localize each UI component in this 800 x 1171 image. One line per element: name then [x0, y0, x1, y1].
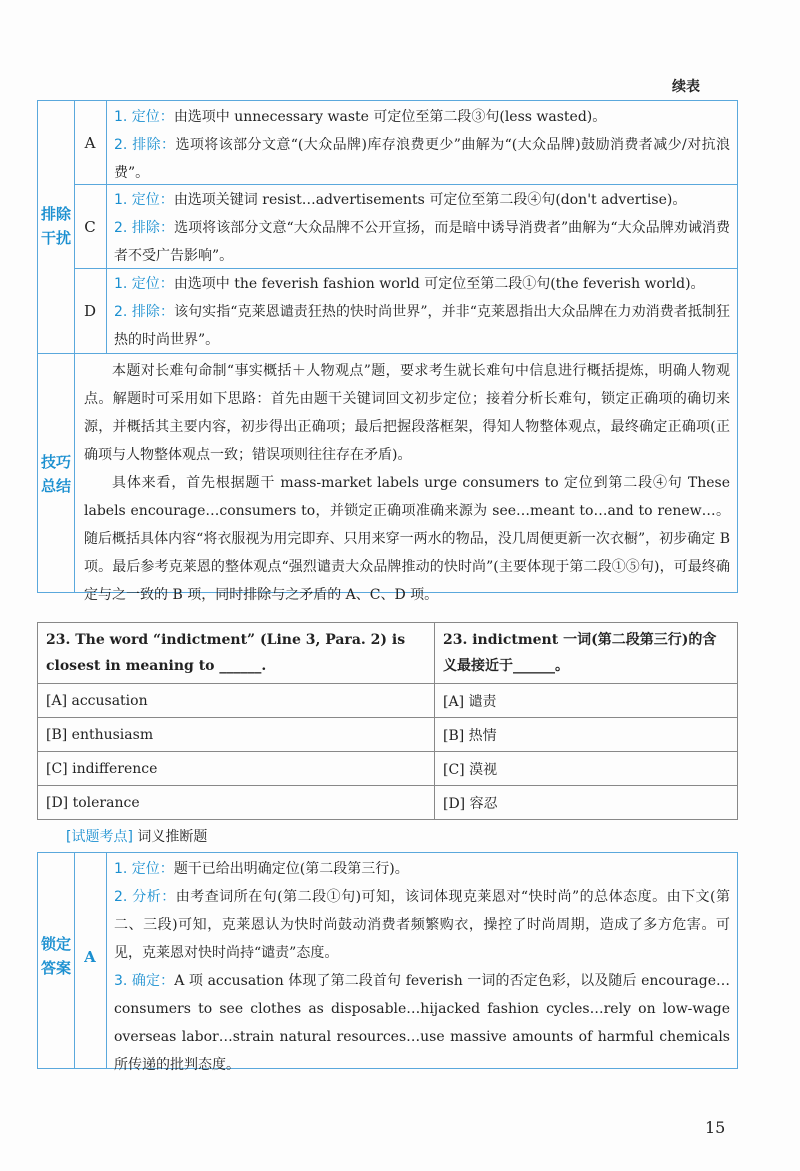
exclude-label: 排除干扰 [40, 205, 71, 247]
confirm-key: 3. 确定： [114, 973, 175, 989]
option-letter: D [83, 302, 97, 320]
locate-key: 1. 定位： [114, 861, 174, 877]
tips-label: 技巧总结 [40, 453, 71, 495]
option-a-analysis [114, 103, 730, 187]
exclude-key: 2. 排除： [114, 304, 175, 320]
analysis-text: 由考查词所在句(第二段①句)可知，该词体现克莱恩对“快时尚”的总体态度。由下文(第二、三段)可知，克莱恩认为快时尚鼓动消费者频繁购衣，操控了时尚周期，造成了多方危害。可见，克莱恩对快时尚持“谴责”态度。 [114, 889, 730, 961]
test-point-tag: [试题考点] [66, 829, 133, 845]
question-zh: 23. indictment 一词(第二段第三行)的含义最接近于______。 [435, 623, 738, 684]
option-zh: [C] 漠视 [435, 752, 738, 786]
option-c-analysis [114, 186, 730, 270]
answer-analysis [114, 855, 730, 1079]
page-number: 15 [705, 1118, 726, 1137]
locate-text: 由选项关键词 resist…advertisements 可定位至第二段④句(don't advertise)。 [173, 192, 687, 208]
answer-letter: A [84, 948, 96, 966]
locate-key: 1. 定位： [114, 276, 174, 292]
option-letter: A [84, 134, 96, 152]
answer-label: 锁定答案 [40, 935, 71, 977]
option-zh: [D] 容忍 [435, 786, 738, 820]
option-zh: [A] 谴责 [435, 684, 738, 718]
question-table [37, 622, 738, 820]
locate-text: 题干已给出明确定位(第二段第三行)。 [173, 861, 409, 877]
question-en: 23. The word “indictment” (Line 3, Para. 2) is closest in meaning to ______. [38, 623, 435, 684]
exclude-text: 该句实指“克莱恩谴责狂热的快时尚世界”，并非“克莱恩指出大众品牌在力劝消费者抵制狂热的时尚世界”。 [114, 304, 730, 348]
option-en: [D] tolerance [38, 786, 435, 820]
test-point-text: 词义推断题 [137, 829, 208, 845]
continued-label: 续表 [672, 79, 700, 95]
locate-key: 1. 定位： [114, 109, 174, 125]
locate-text: 由选项中 the feverish fashion world 可定位至第二段①句(the feverish world)。 [173, 276, 705, 292]
option-letter: C [84, 218, 96, 236]
option-zh: [B] 热情 [435, 718, 738, 752]
exclude-text: 选项将该部分文意“(大众品牌)库存浪费更少”曲解为“(大众品牌)鼓励消费者减少/对抗浪费”。 [114, 137, 730, 181]
exclude-key: 2. 排除： [114, 220, 175, 236]
exclude-key: 2. 排除： [114, 137, 176, 153]
confirm-text: A 项 accusation 体现了第二段首句 feverish 一词的否定色彩，以及随后 encourage…consumers to see clothes as disposable…hijacked fashion cycles…rely on low-wage overseas labor…strain natural resources…use massive amounts of harmful chemicals 所传递的批判态度。 [114, 973, 731, 1073]
tips-paragraph-2: 具体来看，首先根据题干 mass-market labels urge consumers to 定位到第二段④句 These labels encourage…consumers to，并锁定正确项准确来源为 see…meant to…and to renew…。随后概括具体内容“将衣服视为用完即弃、只用来穿一两水的物品，没几周便更新一次衣橱”，初步确定 B 项。最后参考克莱恩的整体观点“强烈谴责大众品牌推动的快时尚”(主要体现于第二段①⑤句)，可最终确定与之一致的 B 项，同时排除与之矛盾的 A、C、D 项。 [84, 475, 730, 603]
option-en: [A] accusation [38, 684, 435, 718]
option-en: [B] enthusiasm [38, 718, 435, 752]
analysis-key: 2. 分析： [114, 889, 176, 905]
locate-key: 1. 定位： [114, 192, 174, 208]
tips-paragraph-1: 本题对长难句命制“事实概括＋人物观点”题，要求考生就长难句中信息进行概括提炼，明确人物观点。解题时可采用如下思路：首先由题干关键词回文初步定位；接着分析长难句，锁定正确项的确切来源，并概括其主要内容，初步得出正确项；最后把握段落框架，得知人物整体观点，最终确定正确项(正确项与人物整体观点一致；错误项则往往存在矛盾)。 [84, 363, 730, 463]
option-d-analysis [114, 270, 730, 354]
test-point [66, 826, 207, 846]
locate-text: 由选项中 unnecessary waste 可定位至第二段③句(less wasted)。 [173, 109, 607, 125]
option-en: [C] indifference [38, 752, 435, 786]
exclude-text: 选项将该部分文意“大众品牌不公开宣扬，而是暗中诱导消费者”曲解为“大众品牌劝诫消费者不受广告影响”。 [114, 220, 730, 264]
